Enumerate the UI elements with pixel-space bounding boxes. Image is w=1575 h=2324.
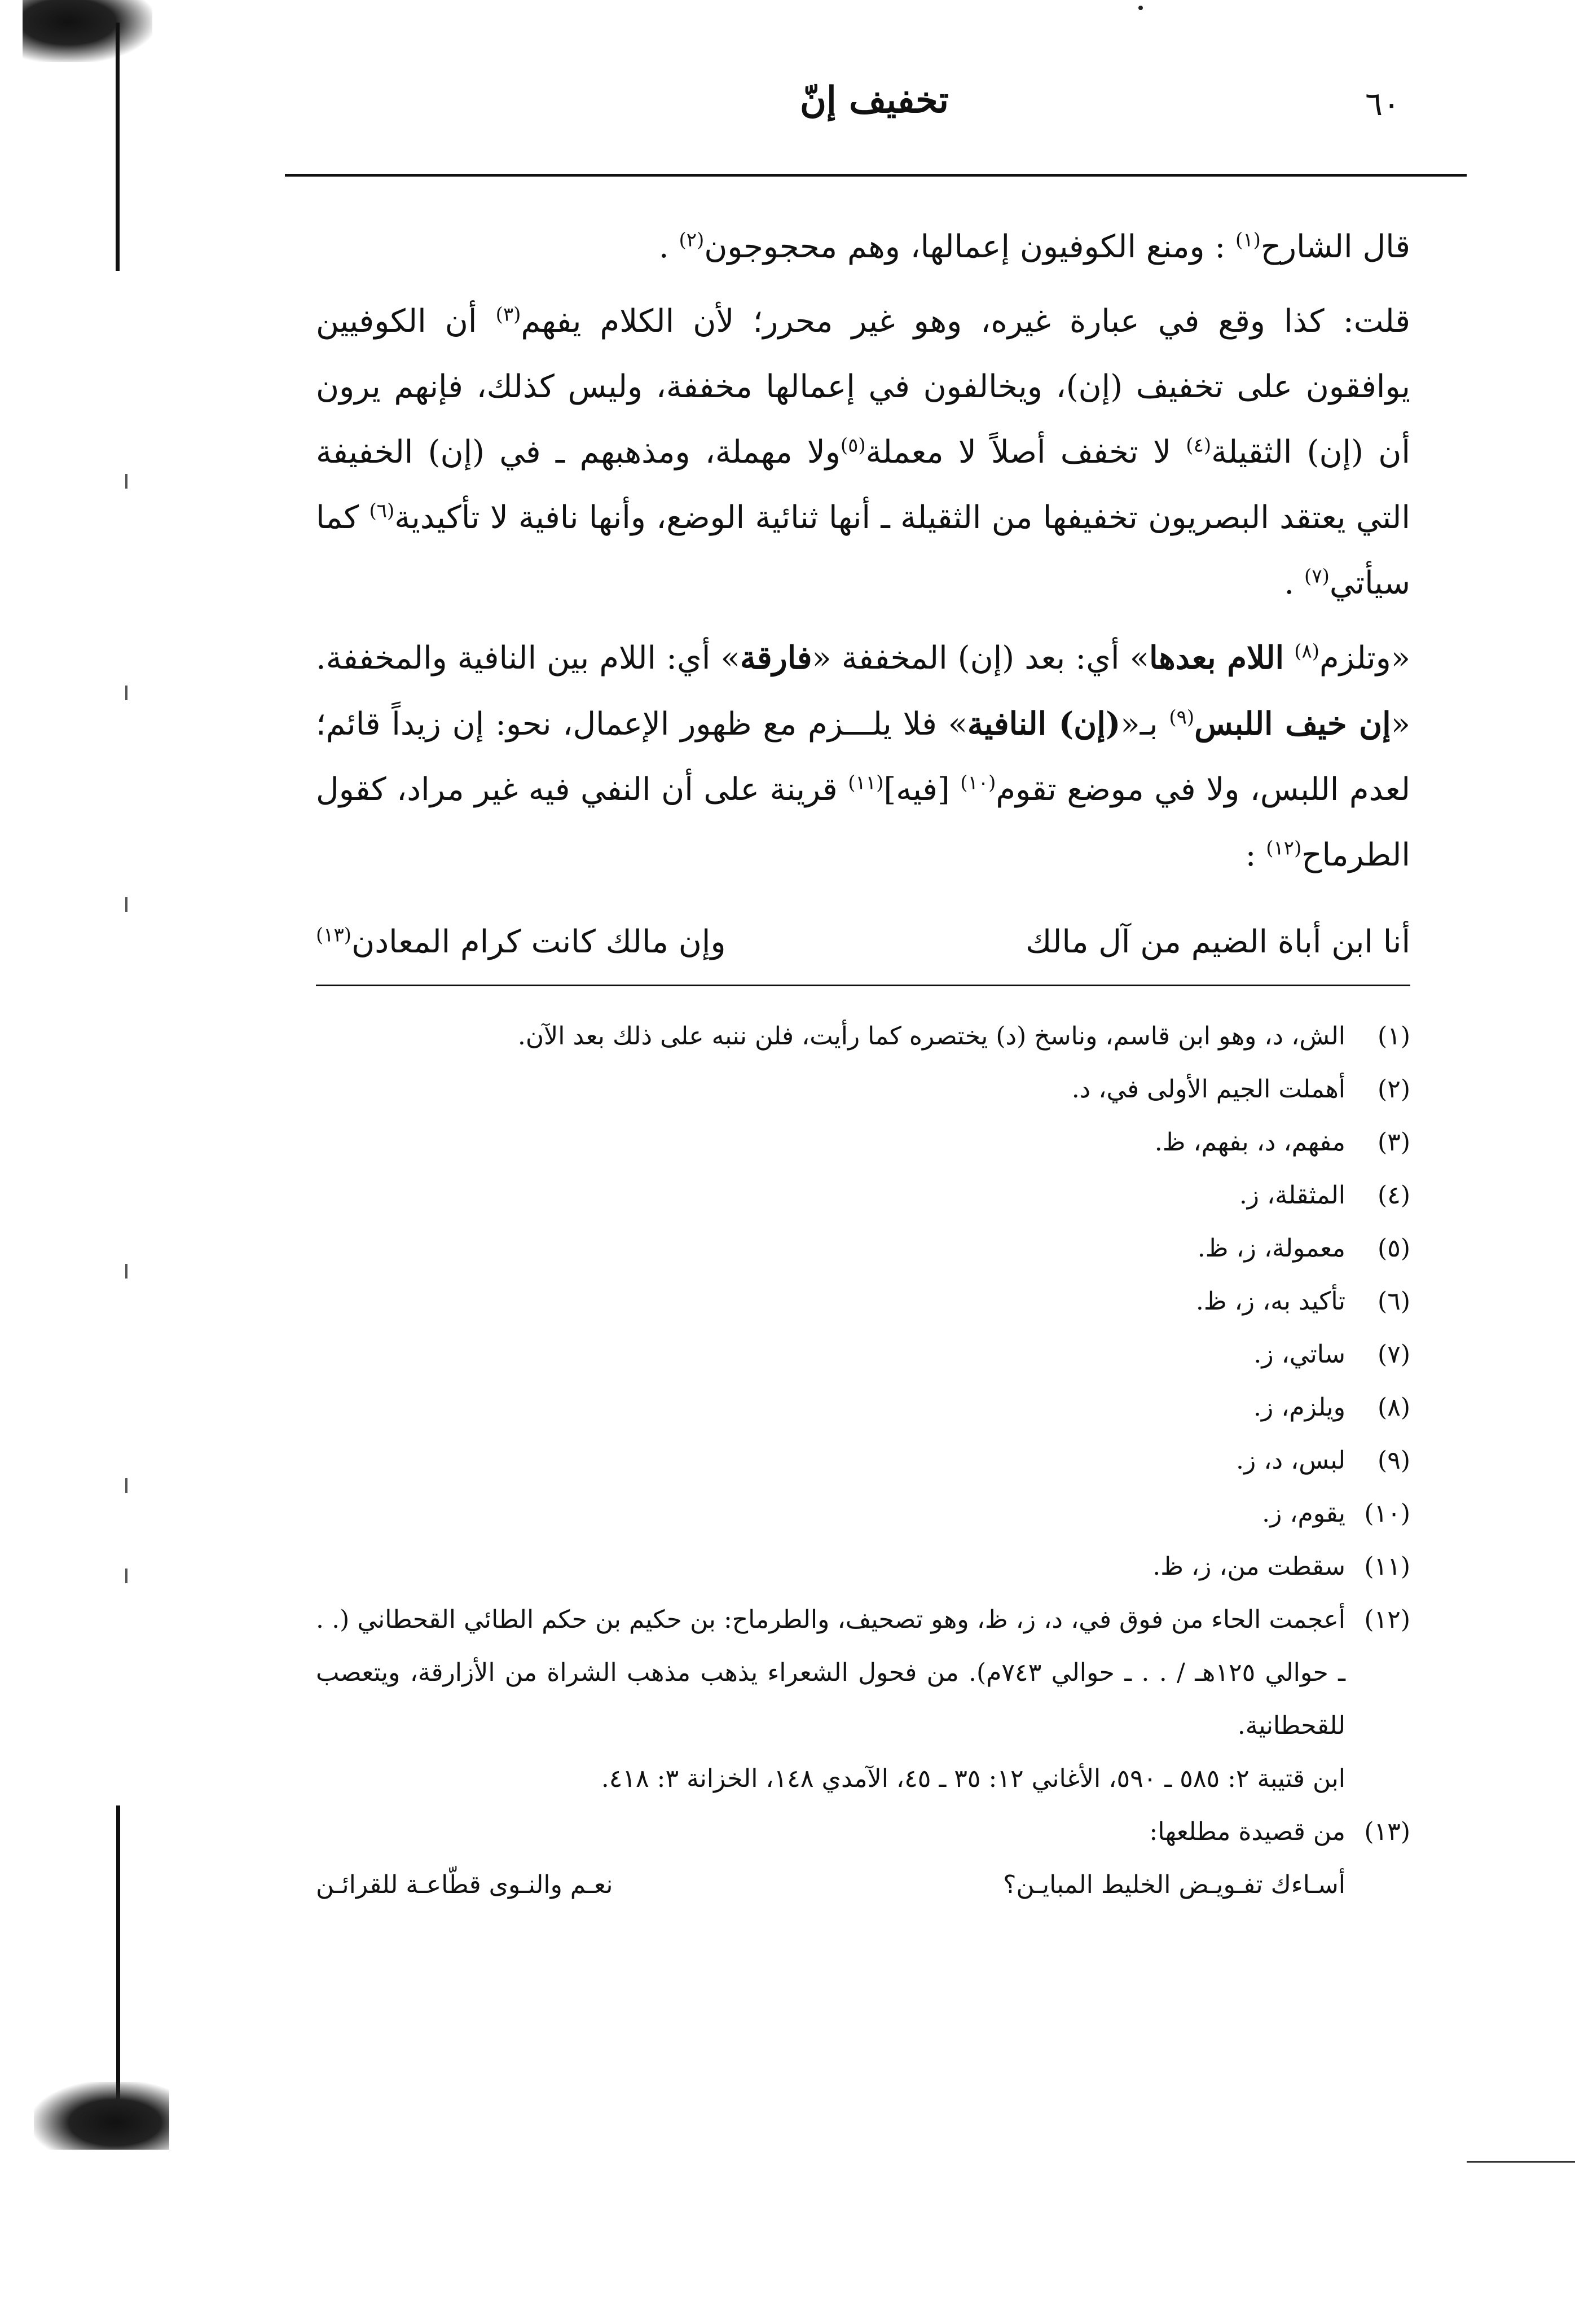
text-run: أن الكوفيين يوافقون على تخفيف (إن)، ويخالفون في إعمالها مخففة، وليس كذلك، فإنهم يرون أن (إن) الثقيلة [316,303,1410,471]
footnote-text: ويلزم، ز. [1253,1393,1345,1422]
footnote-number: (٩) [1378,1446,1410,1475]
footnote-ref: (٣) [495,303,521,326]
footnote-number: (٥) [1378,1234,1410,1263]
text-run: : ومنع الكوفيون إعمالها، وهم محجوجون [704,229,1226,265]
paragraph-3 [316,625,1410,888]
footnote-number: (٧) [1378,1340,1410,1369]
running-title: تخفيف إنّ [799,79,949,121]
scan-edge-line-right [1467,2161,1575,2163]
matn-text: (إن) النافية [967,705,1121,743]
footnote-number: (١٢) [1364,1605,1410,1634]
footnote-text: تأكيد به، ز، ظ. [1195,1287,1345,1316]
footnote-11 [316,1540,1410,1593]
footnote-text: مفهم، د، بفهم، ظ. [1154,1128,1345,1157]
footnote-text: الش، د، وهو ابن قاسم، وناسخ (د) يختصره كما رأيت، فلن ننبه على ذلك بعد الآن. [517,1022,1345,1051]
footnote-ref: (٩) [1169,706,1195,729]
scan-edge-line-top [116,23,120,271]
main-text [316,214,1410,888]
scan-blot-top [23,0,152,62]
footnote-10 [316,1487,1410,1540]
footnote-13 [316,1805,1410,1859]
footnote-ref: (٢) [679,229,705,252]
footnotes [316,1010,1410,1912]
text-run: » فلا يلـــزم مع ظهور الإعمال، نحو: إن زيداً قائم؛ لعدم اللبس، ولا في موضع تقوم [316,706,1411,808]
text-run: بـ« [1120,706,1158,743]
footnote-1 [316,1010,1410,1063]
matn-text: إن خيف اللبس [1194,705,1391,743]
footnote-5 [316,1222,1410,1275]
scan-mark [125,897,127,912]
text-run: : [1245,837,1256,873]
footnote-number: (٤) [1378,1181,1410,1210]
footnote-number: (٦) [1378,1287,1410,1316]
footnote-number: (١١) [1364,1552,1410,1581]
text-run: «وتلزم [1319,640,1411,676]
footnote-text: أهملت الجيم الأولى في، د. [1071,1075,1345,1104]
text-run: [فيه] [883,771,950,808]
footnote-text: ساتي، ز. [1253,1340,1345,1369]
footnote-ref: (١١) [848,771,884,794]
text-run: . [1284,565,1295,601]
matn-text: اللام بعدها [1149,639,1284,676]
footnote-13-verse [316,1859,1410,1912]
scan-edge-line-bottom [116,1805,120,2121]
scan-mark [125,686,127,700]
footnote-8 [316,1381,1410,1434]
footnote-2 [316,1063,1410,1116]
footnote-text: المثقلة، ز. [1239,1181,1345,1210]
text-run: كما سيأتي [316,499,1410,601]
footnote-text: أعجمت الحاء من فوق في، د، ز، ظ، وهو تصحيف، والطرماح: بن حكيم بن حكم الطائي القحطاني (. . ـ حوالي ١٢٥هـ / . . ـ حوالي ٧٤٣م). من فحول الشعراء يذهب مذهب الشراة من الأزارقة، ويتعصب للقحطانية. [316,1605,1346,1740]
scan-blot-bottom [34,2082,169,2150]
footnote-text: لبس، د، ز. [1236,1446,1345,1475]
footnote-7 [316,1328,1410,1381]
scan-mark [125,1569,127,1583]
footnote-number: (١٣) [1364,1817,1410,1846]
footnote-ref: (١٣) [316,924,352,947]
scan-mark [125,1478,127,1493]
footnote-ref: (٤) [1186,434,1212,457]
text-run: قلت: كذا وقع في عبارة غيره، وهو غير محرر؛ لأن الكلام يفهم [521,303,1410,340]
matn-text: فارقة [740,639,812,676]
footnote-12 [316,1593,1410,1752]
footnote-text: يقوم، ز. [1262,1499,1345,1528]
text-run: وإن مالك كانت كرام المعادن [351,924,726,960]
text-run: قرينة على أن النفي فيه غير مراد، كقول الطرماح [316,771,1410,873]
footnote-ref: (١) [1235,229,1261,252]
footnote-number: (٣) [1378,1128,1410,1157]
verse-second-hemistich [316,911,726,973]
footnote-ref: (٨) [1294,640,1320,663]
text-run: ولا مهملة، ومذهبهم ـ في (إن) الخفيفة التي يعتقد البصريون تخفيفها من الثقيلة ـ أنها ثنائية الوضع، وأنها نافية لا تأكيدية [316,434,1410,536]
scan-dot [1138,6,1143,10]
footnote-number: (١٠) [1364,1499,1410,1528]
footnote-9 [316,1434,1410,1487]
scan-mark [125,1264,127,1279]
paragraph-2 [316,289,1410,616]
footnote-12-references: ابن قتيبة ٢: ٥٨٥ ـ ٥٩٠، الأغاني ١٢: ٣٥ ـ ٤٥، الآمدي ١٤٨، الخزانة ٣: ٤١٨. [601,1764,1345,1793]
paragraph-1 [316,214,1410,280]
verse-second-hemistich: نعـم والنـوى قطّاعـة للقرائـن [316,1870,613,1899]
footnote-number: (٢) [1378,1075,1410,1104]
footnote-ref: (١٢) [1266,837,1302,860]
footnote-text: من قصيدة مطلعها: [1149,1817,1345,1846]
poem-verse [316,911,1410,973]
text-run: قال الشارح [1260,229,1410,265]
footnote-4 [316,1169,1410,1222]
footnote-text: سقطت من، ز، ظ. [1152,1552,1345,1581]
footnote-ref: (٥) [840,434,866,457]
text-run: » أي: بعد (إن) المخففة « [812,640,1149,676]
verse-first-hemistich: أسـاءك تفـويـض الخليط المبايـن؟ [1003,1870,1345,1899]
footnote-separator [316,985,1410,986]
footnote-6 [316,1275,1410,1328]
text-run: » أي: اللام بين النافية والمخففة. « [316,640,1410,743]
footnote-ref: (٦) [369,499,395,522]
footnote-ref: (١٠) [960,771,996,794]
scan-mark [125,474,127,489]
footnote-number: (٨) [1378,1393,1410,1422]
text-run: لا تخفف أصلاً لا معملة [865,434,1172,471]
text-run: . [658,229,669,265]
verse-first-hemistich: أنا ابن أباة الضيم من آل مالك [1026,924,1410,960]
page-number: ٦٠ [1365,85,1401,123]
footnote-ref: (٧) [1304,565,1330,588]
footnote-3 [316,1116,1410,1169]
footnote-text: معمولة، ز، ظ. [1197,1234,1345,1263]
footnote-number: (١) [1378,1022,1410,1051]
header-rule [285,174,1467,177]
